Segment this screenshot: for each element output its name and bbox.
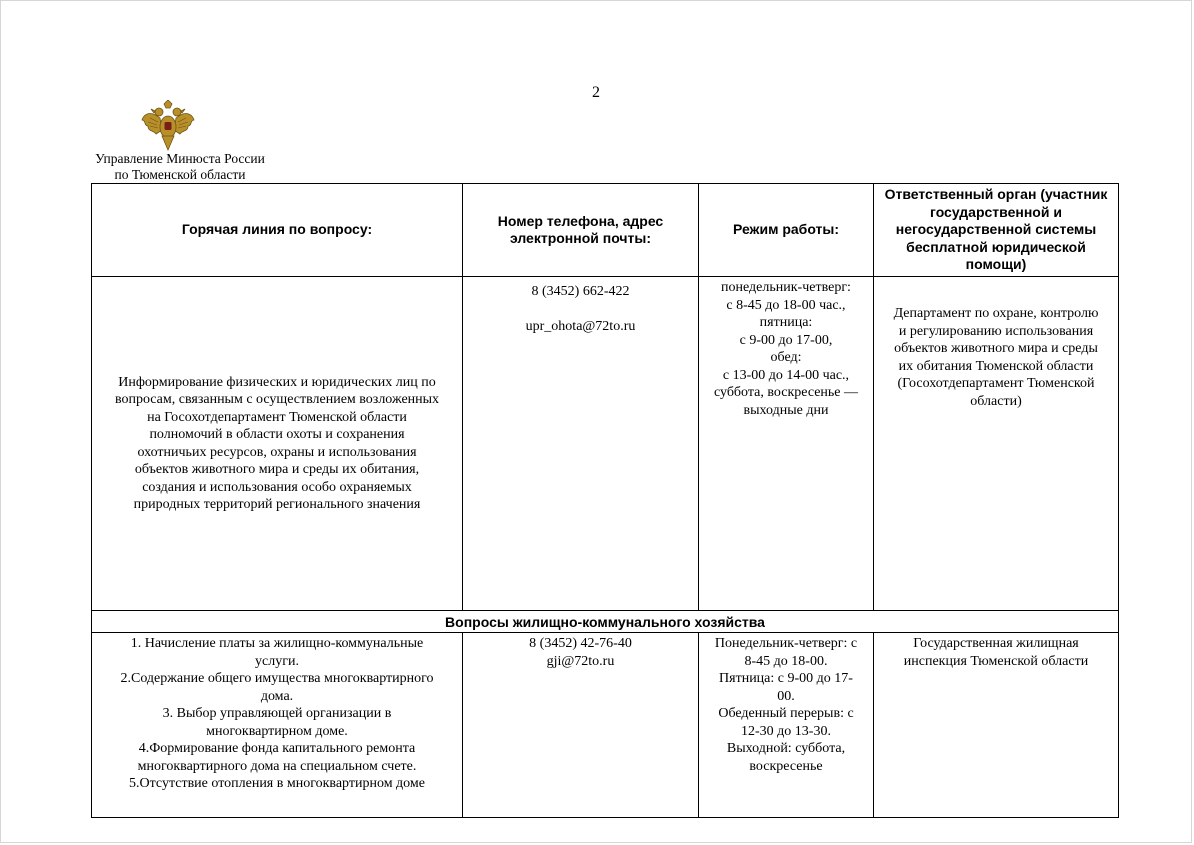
row1-topic-line: объектов животного мира и среды их обитания, [134, 462, 420, 477]
hotline-table [91, 183, 1119, 818]
row1-schedule-line: с 13-00 до 14-00 час., [722, 367, 850, 383]
row2-schedule-line: Понедельник-четверг: с [714, 636, 858, 651]
row1-responsible-body [874, 277, 1119, 611]
row1-phone: 8 (3452) 662-422 [531, 284, 630, 299]
header-contacts: Номер телефона, адрес электронной почты: [463, 184, 699, 277]
row2-email-link[interactable]: gji@72to.ru [546, 653, 615, 669]
row1-schedule-line: понедельник-четверг: [721, 280, 851, 295]
organization-name-line1: Управление Минюста России [95, 151, 265, 166]
table-row [92, 633, 1119, 818]
row2-responsible-body [874, 633, 1119, 818]
row2-topic-line: многоквартирного дома на специальном счете. [137, 758, 417, 774]
row2-org-line: Государственная жилищная [913, 636, 1079, 651]
row2-topic-line: 1. Начисление платы за жилищно-коммунальные [130, 636, 424, 651]
table-header-row [92, 184, 1119, 277]
row2-topic-line: 3. Выбор управляющей организации в [162, 706, 392, 721]
row1-topic-line: охотничьих ресурсов, охраны и использования [137, 444, 417, 460]
row2-topic-line: многоквартирном доме. [206, 723, 348, 739]
row2-schedule-line: 8-45 до 18-00. [744, 653, 828, 669]
row1-topic-line: вопросам, связанным с осуществлением возложенных [114, 392, 440, 407]
row1-topic-line: полномочий в области охоты и сохранения [149, 427, 405, 442]
double-headed-eagle-emblem-icon [140, 100, 196, 152]
table-row [92, 277, 1119, 611]
row1-topic-line: на Госохотдепартамент Тюменской области [147, 409, 407, 425]
row1-org-line: их обитания Тюменской области [898, 358, 1094, 374]
row1-schedule-line: пятница: [759, 315, 813, 330]
row1-org-line: области) [970, 393, 1022, 409]
header-schedule: Режим работы: [699, 184, 874, 277]
row2-schedule-line: Пятница: с 9-00 до 17- [719, 671, 853, 686]
section-title: Вопросы жилищно-коммунального хозяйства [92, 611, 1119, 633]
row1-topic-line: Информирование физических и юридических лиц по [118, 374, 436, 390]
header-responsible-body: Ответственный орган (участник государственной и негосударственной системы бесплатной юридической помощи) [874, 184, 1119, 277]
row2-topic [92, 633, 463, 818]
row2-topic-line: 2.Содержание общего имущества многоквартирного [120, 671, 434, 686]
row1-org-line: объектов животного мира и среды [894, 341, 1098, 356]
row1-schedule-line: суббота, воскресенье — [713, 385, 859, 400]
row1-topic-line: создания и использования особо охраняемых [142, 479, 412, 495]
row1-schedule-line: с 8-45 до 18-00 час., [726, 297, 846, 313]
row2-phone: 8 (3452) 42-76-40 [529, 636, 632, 651]
row1-topic-line: природных территорий регионального значения [133, 497, 421, 512]
row1-email-link[interactable]: upr_ohota@72to.ru [525, 318, 636, 334]
row1-schedule-line: выходные дни [743, 402, 829, 418]
row1-schedule-line: обед: [770, 350, 802, 365]
row2-schedule-line: воскресенье [749, 758, 823, 774]
row2-schedule-line: 00. [777, 688, 795, 704]
organization-caption [80, 151, 280, 183]
row2-topic-line: 5.Отсутствие отопления в многоквартирном доме [129, 776, 425, 791]
row2-topic-line: услуги. [255, 653, 299, 669]
row1-spacer [466, 301, 695, 318]
row2-topic-line: дома. [260, 688, 294, 704]
row1-schedule [699, 277, 874, 611]
row1-org-line: Департамент по охране, контролю [893, 306, 1099, 321]
section-row [92, 611, 1119, 633]
organization-name-line2: по Тюменской области [114, 167, 246, 182]
row1-topic [92, 277, 463, 611]
row2-contacts [463, 633, 699, 818]
row1-contacts [463, 277, 699, 611]
row2-topic-line: 4.Формирование фонда капитального ремонта [138, 741, 416, 756]
row2-schedule-line: Выходной: суббота, [726, 741, 846, 756]
row2-org-line: инспекция Тюменской области [903, 653, 1089, 669]
row1-org-line: и регулированию использования [898, 323, 1094, 339]
header-topic: Горячая линия по вопросу: [92, 184, 463, 277]
row1-org-line: (Госохотдепартамент Тюменской [897, 376, 1095, 391]
row2-schedule-line: 12-30 до 13-30. [741, 723, 831, 739]
row2-schedule [699, 633, 874, 818]
row2-schedule-line: Обеденный перерыв: с [718, 706, 854, 721]
row1-schedule-line: с 9-00 до 17-00, [739, 332, 833, 348]
page-number: 2 [592, 84, 600, 101]
